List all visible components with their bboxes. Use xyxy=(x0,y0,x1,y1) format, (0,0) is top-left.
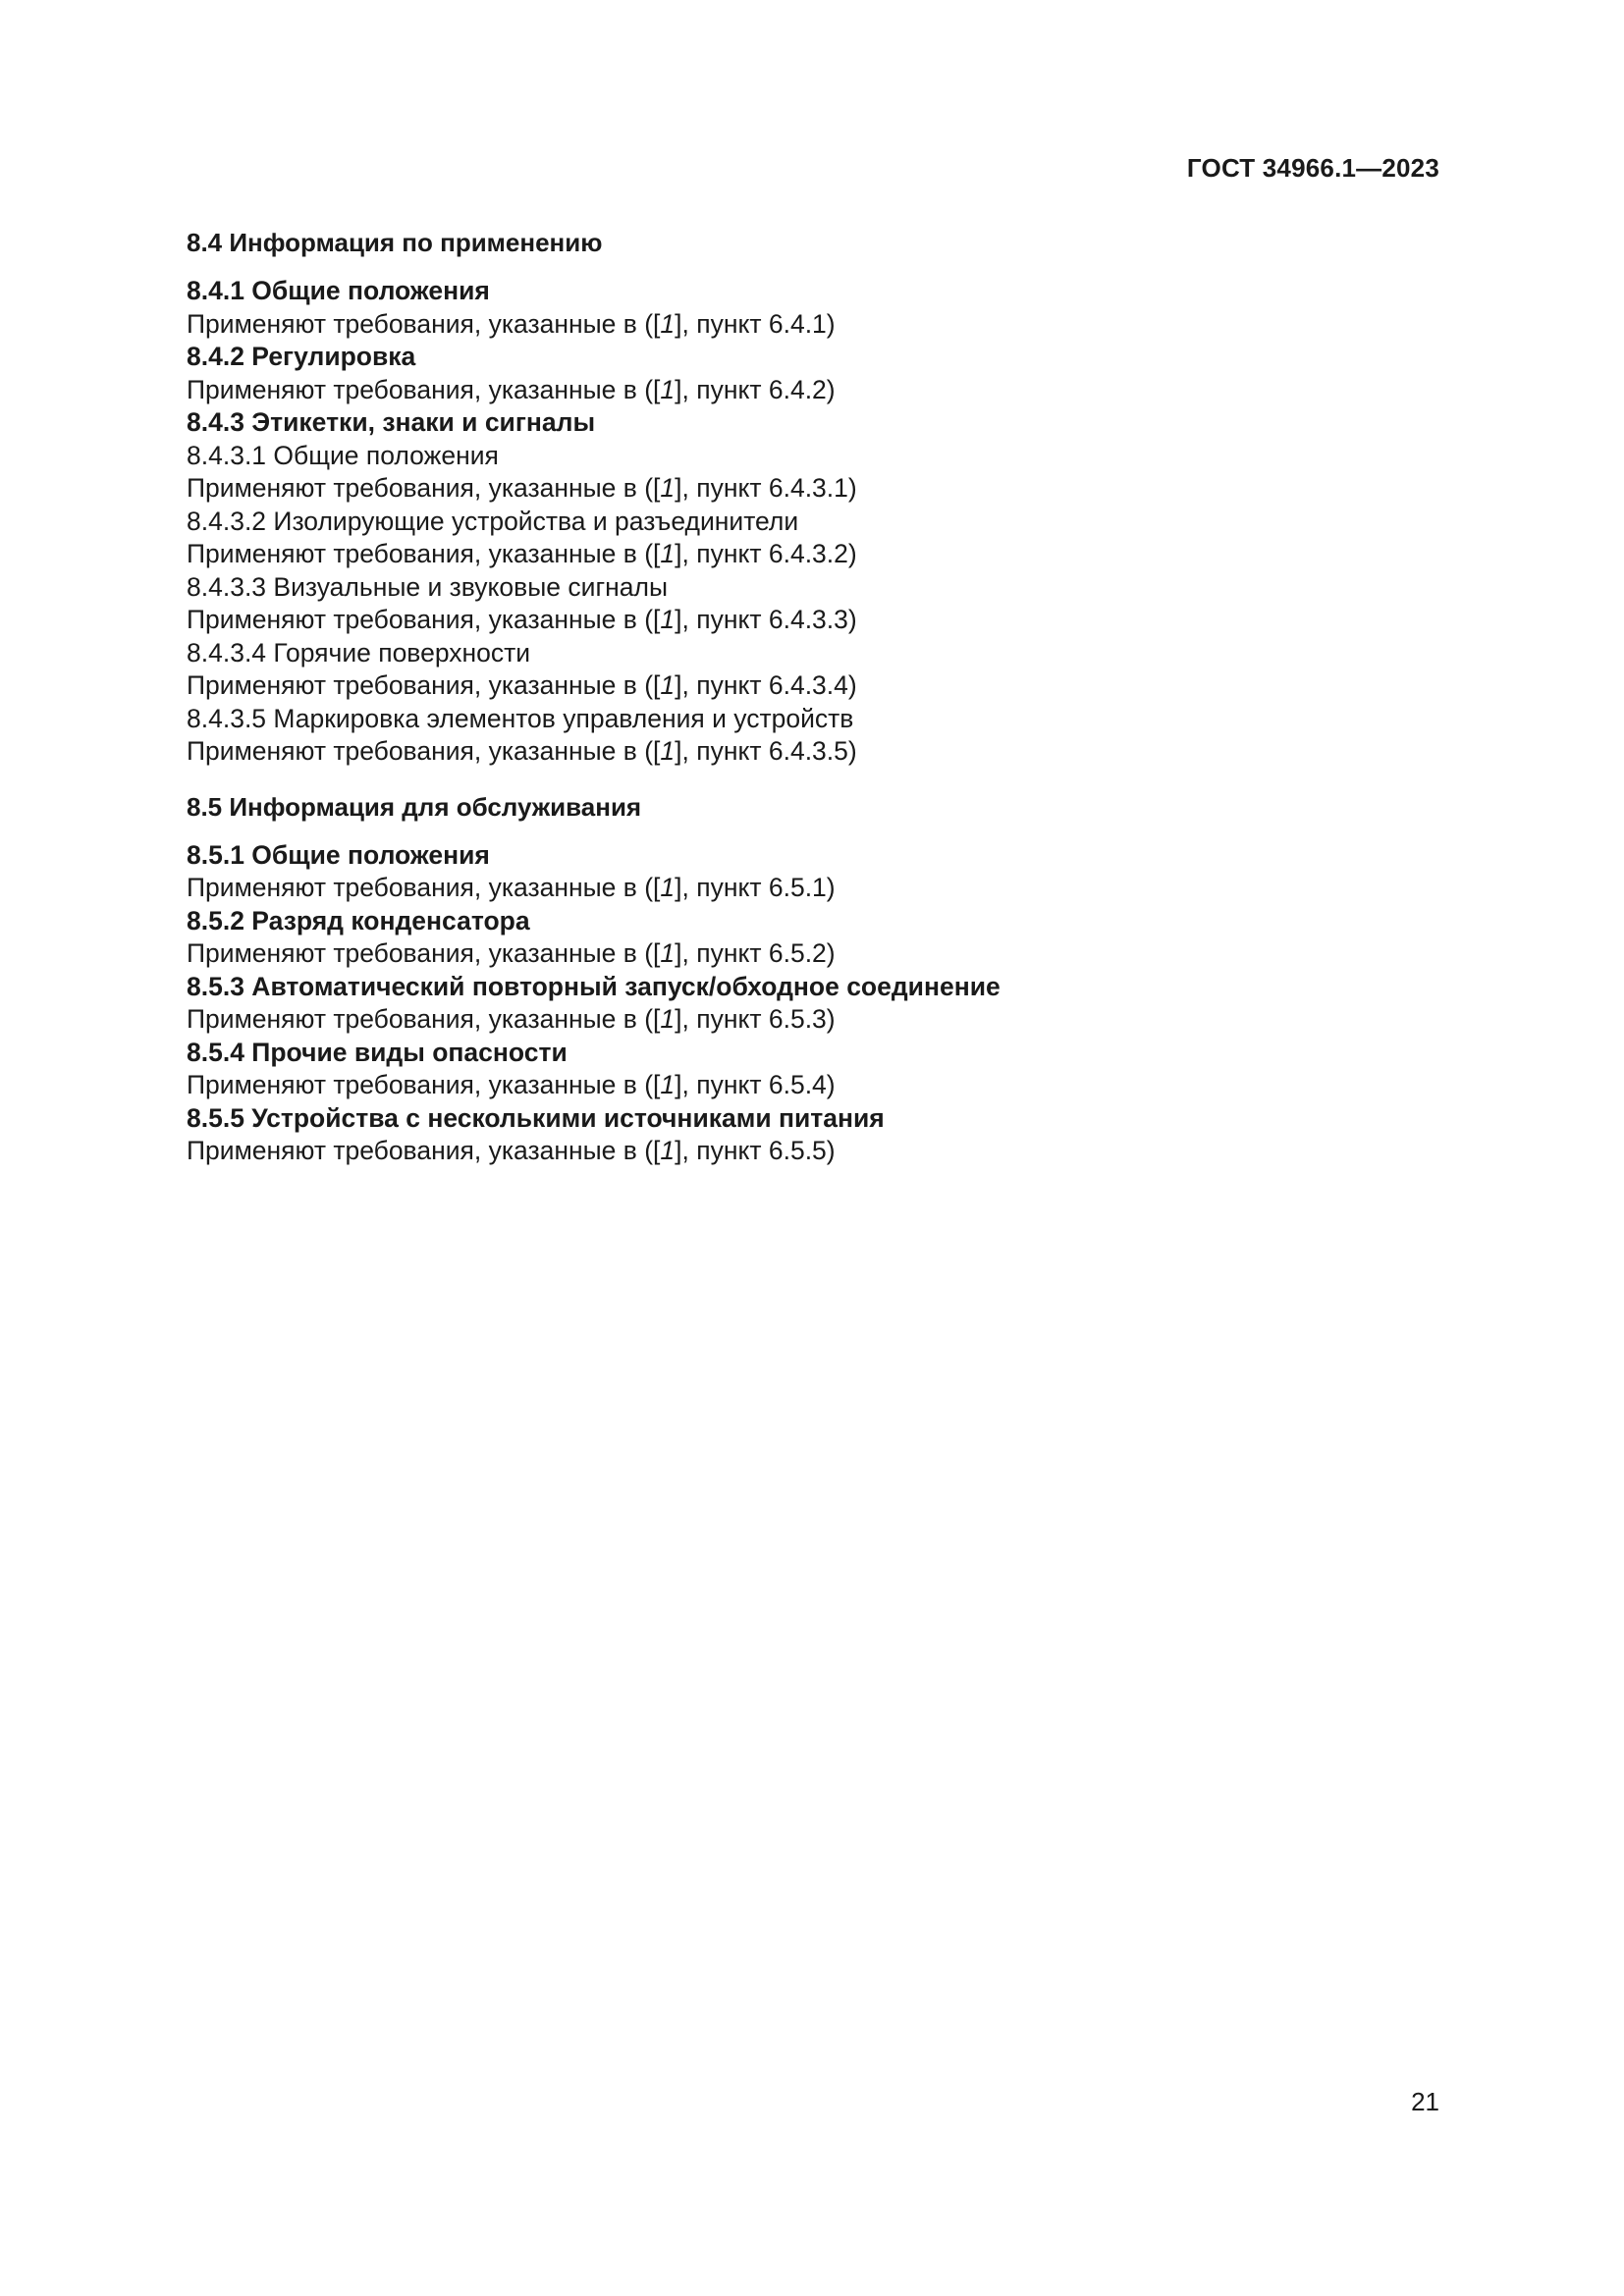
reference-number: 1 xyxy=(660,1136,676,1165)
page-number: 21 xyxy=(1411,2087,1439,2116)
section-title: 8.5 Информация для обслуживания xyxy=(187,791,642,822)
section-block xyxy=(187,839,1443,1168)
document-body xyxy=(187,226,1443,1168)
requirement-line xyxy=(187,472,1443,506)
reference-number: 1 xyxy=(660,1004,676,1034)
clause-reference: ], пункт 6.4.3.5) xyxy=(675,736,857,766)
reference-number: 1 xyxy=(660,736,676,766)
requirement-text: Применяют требования, указанные в ([ xyxy=(187,873,661,902)
reference-number: 1 xyxy=(660,539,676,568)
requirement-text: Применяют требования, указанные в ([ xyxy=(187,736,661,766)
clause-reference: ], пункт 6.4.3.4) xyxy=(675,670,857,700)
requirement-line xyxy=(187,669,1443,703)
requirement-text: Применяют требования, указанные в ([ xyxy=(187,938,661,968)
requirement-text: Применяют требования, указанные в ([ xyxy=(187,539,661,568)
subsection-heading: 8.5.3 Автоматический повторный запуск/обходное соединение xyxy=(187,971,1001,1001)
requirement-line xyxy=(187,1069,1443,1102)
clause-reference: ], пункт 6.4.1) xyxy=(675,308,836,339)
clause-heading: 8.4.3.1 Общие положения xyxy=(187,440,499,470)
subsection-heading: 8.5.2 Разряд конденсатора xyxy=(187,905,530,935)
reference-number: 1 xyxy=(660,938,676,968)
reference-number: 1 xyxy=(660,670,676,700)
section-block xyxy=(187,275,1443,769)
subsection-heading: 8.4.2 Регулировка xyxy=(187,342,416,371)
reference-number: 1 xyxy=(660,1070,676,1099)
reference-number: 1 xyxy=(660,374,676,404)
clause-reference: ], пункт 6.4.3.3) xyxy=(675,605,857,634)
requirement-text: Применяют требования, указанные в ([ xyxy=(187,473,661,503)
requirement-line xyxy=(187,1003,1443,1037)
requirement-text: Применяют требования, указанные в ([ xyxy=(187,1136,661,1165)
clause-reference: ], пункт 6.5.1) xyxy=(675,873,836,902)
requirement-text: Применяют требования, указанные в ([ xyxy=(187,308,661,339)
clause-reference: ], пункт 6.4.3.1) xyxy=(675,473,857,503)
requirement-line xyxy=(187,538,1443,571)
requirement-text: Применяют требования, указанные в ([ xyxy=(187,374,661,404)
requirement-text: Применяют требования, указанные в ([ xyxy=(187,670,661,700)
document-code: ГОСТ 34966.1—2023 xyxy=(1186,153,1439,183)
clause-reference: ], пункт 6.4.2) xyxy=(675,374,836,404)
requirement-line xyxy=(187,872,1443,905)
clause-reference: ], пункт 6.5.5) xyxy=(675,1136,836,1165)
reference-number: 1 xyxy=(660,308,676,339)
requirement-line xyxy=(187,308,1443,342)
requirement-text: Применяют требования, указанные в ([ xyxy=(187,1070,661,1099)
reference-number: 1 xyxy=(660,473,676,503)
clause-heading: 8.4.3.4 Горячие поверхности xyxy=(187,637,531,667)
clause-reference: ], пункт 6.5.2) xyxy=(675,938,836,968)
requirement-text: Применяют требования, указанные в ([ xyxy=(187,605,661,634)
subsection-heading: 8.4.3 Этикетки, знаки и сигналы xyxy=(187,407,596,437)
reference-number: 1 xyxy=(660,605,676,634)
subsection-heading: 8.5.4 Прочие виды опасности xyxy=(187,1037,568,1067)
requirement-line xyxy=(187,604,1443,637)
subsection-heading: 8.5.1 Общие положения xyxy=(187,839,490,870)
subsection-heading: 8.5.5 Устройства с несколькими источниками питания xyxy=(187,1102,885,1133)
clause-reference: ], пункт 6.4.3.2) xyxy=(675,539,857,568)
clause-heading: 8.4.3.2 Изолирующие устройства и разъединители xyxy=(187,506,799,536)
requirement-line xyxy=(187,1135,1443,1168)
clause-heading: 8.4.3.5 Маркировка элементов управления и устройств xyxy=(187,703,854,733)
requirement-line xyxy=(187,937,1443,971)
subsection-heading: 8.4.1 Общие положения xyxy=(187,276,490,305)
requirement-line xyxy=(187,735,1443,769)
section-title: 8.4 Информация по применению xyxy=(187,228,603,257)
reference-number: 1 xyxy=(660,873,676,902)
requirement-line xyxy=(187,374,1443,407)
clause-heading: 8.4.3.3 Визуальные и звуковые сигналы xyxy=(187,571,668,602)
clause-reference: ], пункт 6.5.4) xyxy=(675,1070,836,1099)
clause-reference: ], пункт 6.5.3) xyxy=(675,1004,836,1034)
requirement-text: Применяют требования, указанные в ([ xyxy=(187,1004,661,1034)
